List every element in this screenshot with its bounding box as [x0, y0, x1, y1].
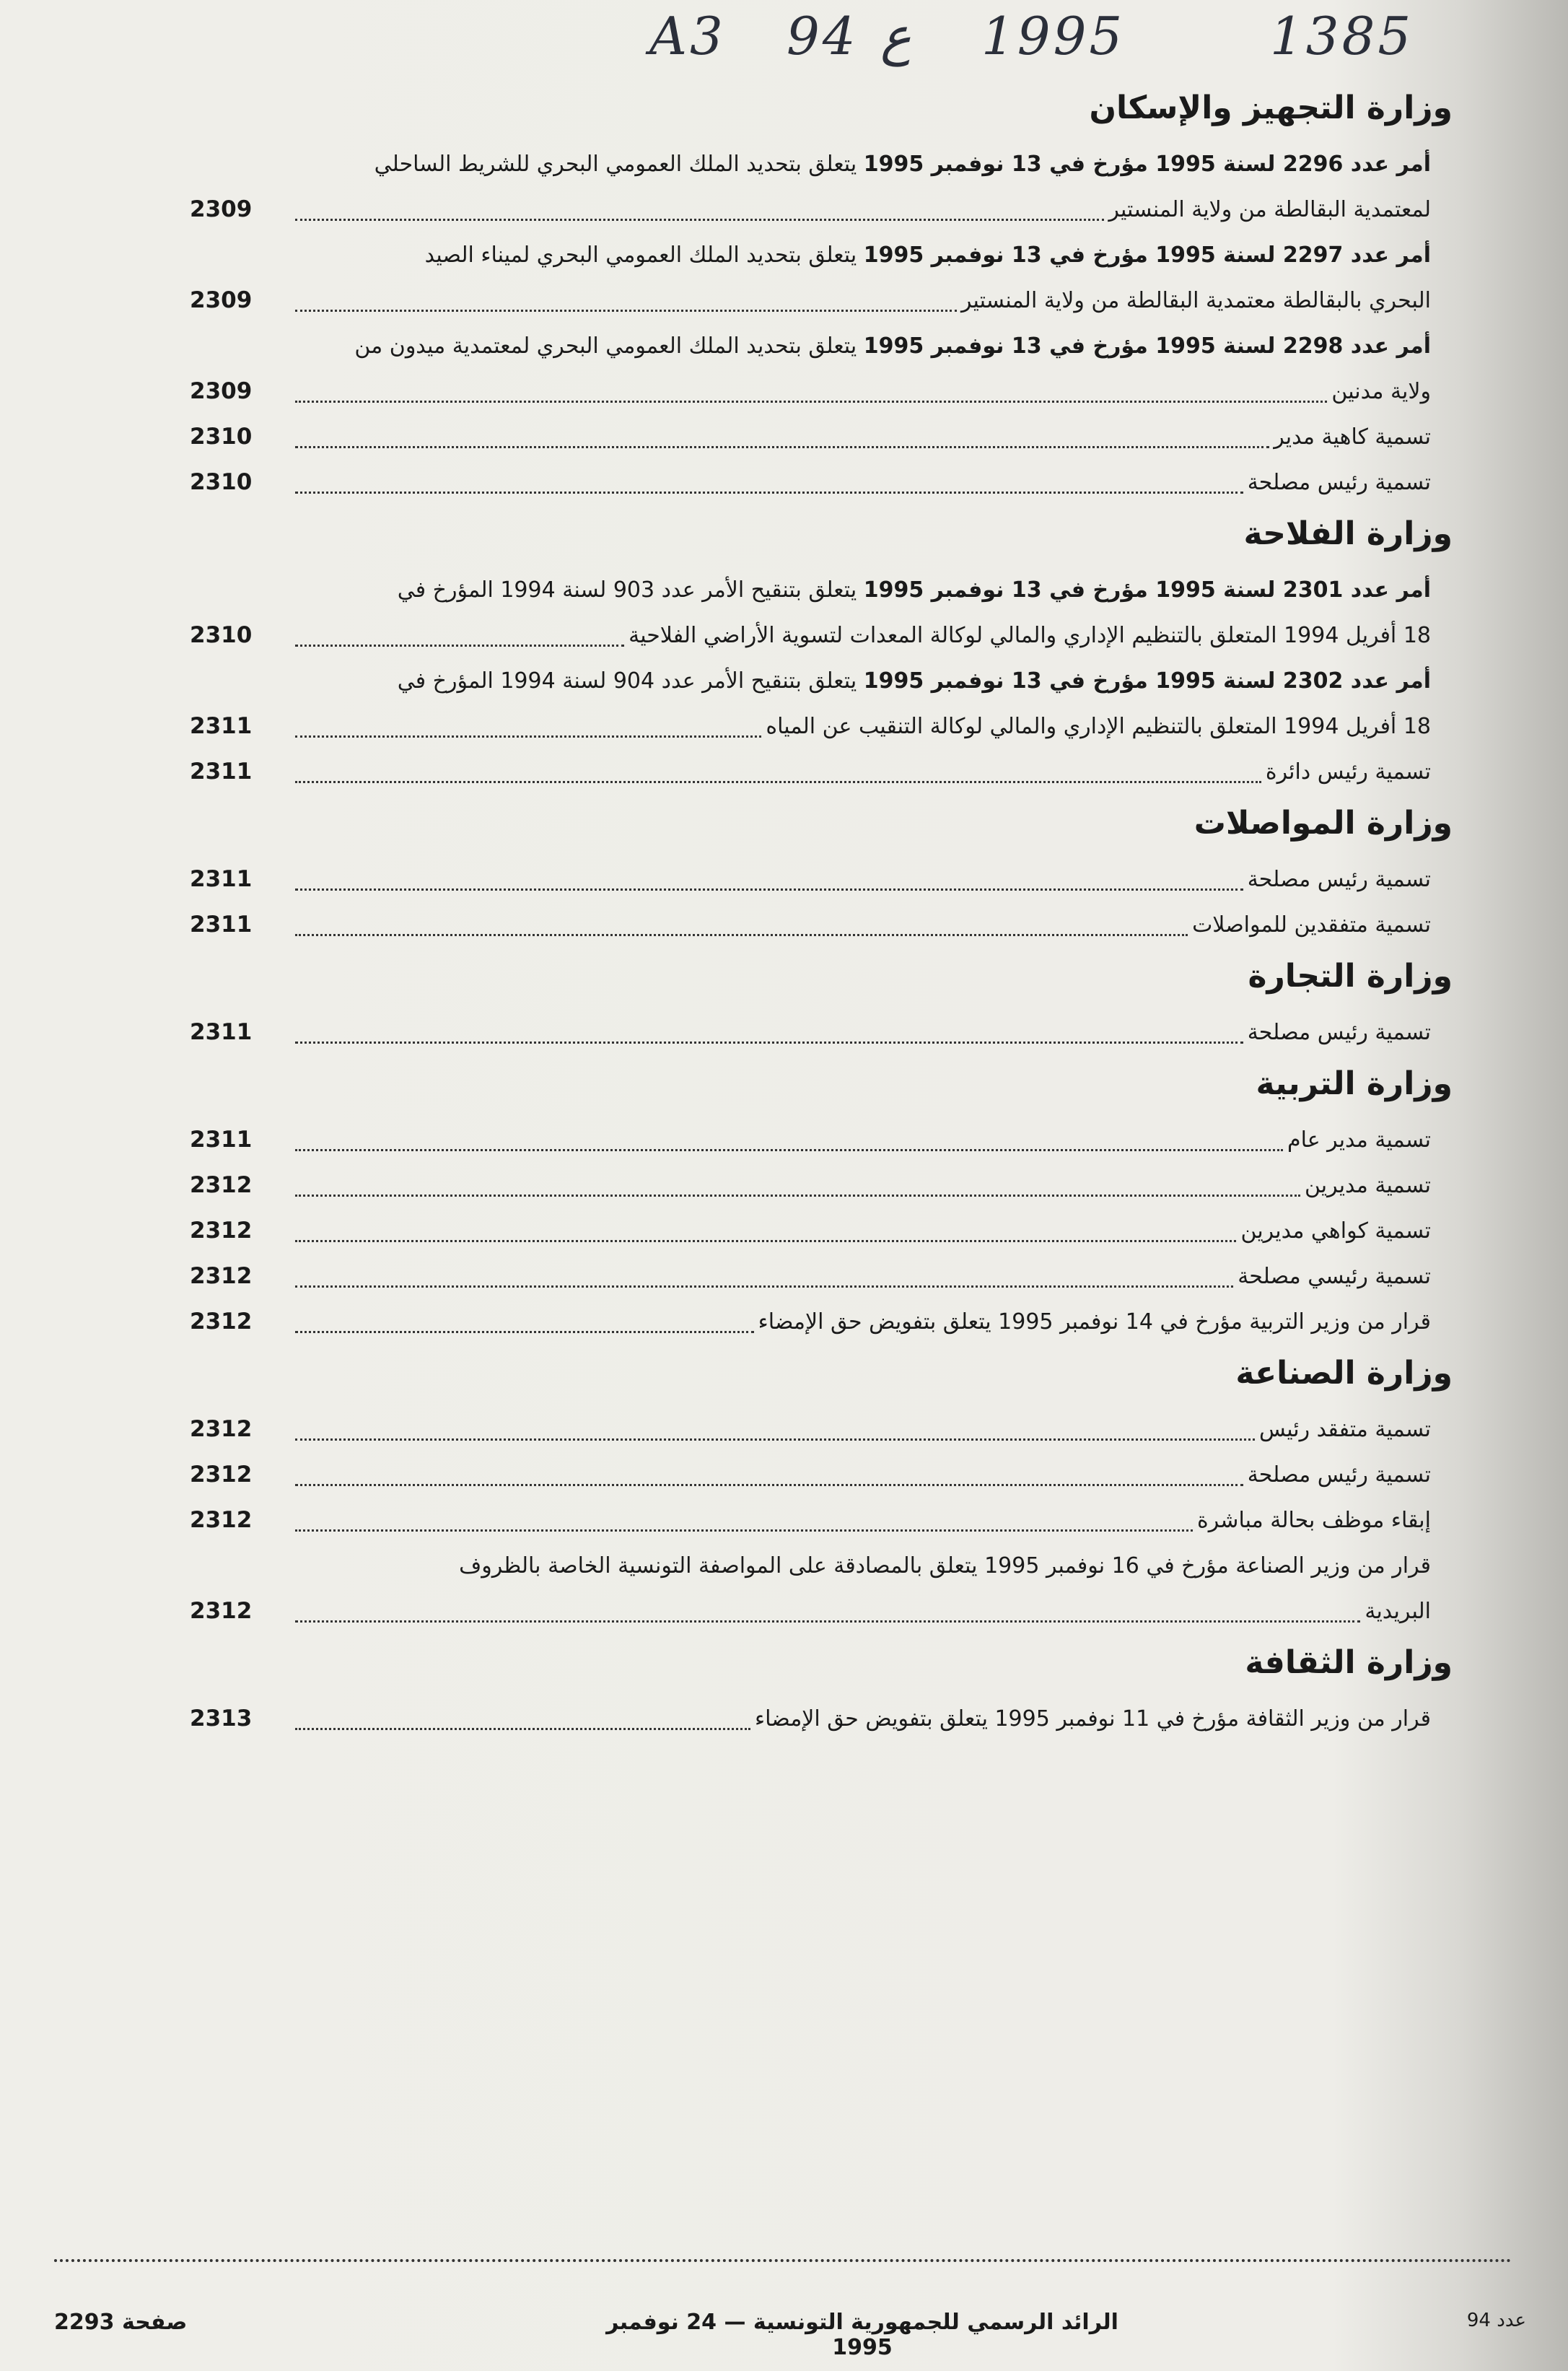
entry-title: تسمية كواهي مديرين: [1240, 1218, 1431, 1244]
handwritten-number: 1385: [1270, 6, 1414, 66]
dot-leader: [295, 934, 1188, 936]
dot-leader: [295, 781, 1261, 783]
table-of-contents: [190, 79, 1453, 1742]
page-reference: 2313: [190, 1706, 253, 1732]
issue-number: عدد 94: [1466, 2310, 1526, 2331]
dot-leader: [295, 310, 957, 312]
dot-leader: [295, 1529, 1193, 1532]
ministry-heading: وزارة الصناعة: [1235, 1355, 1453, 1392]
entry-title: تسمية رئيس مصلحة: [1247, 1462, 1431, 1488]
page-reference: 2311: [190, 759, 253, 785]
dot-leader: [295, 219, 1104, 221]
decree-reference: أمر عدد 2296 لسنة 1995 مؤرخ في 13 نوفمبر 1995: [863, 152, 1431, 177]
entry-title: تسمية كاهية مدير: [1274, 424, 1431, 450]
handwritten-code: A3: [649, 6, 726, 66]
entry-title: تسمية متفقد رئيس: [1258, 1417, 1431, 1442]
ministry-heading: وزارة المواصلات: [1193, 805, 1453, 842]
toc-entry: [190, 1010, 1431, 1055]
dot-leader: [295, 1195, 1300, 1197]
ministry-section: [190, 79, 1453, 505]
dot-leader: [295, 1240, 1236, 1242]
entry-continuation: البحري بالبقالطة معتمدية البقالطة من ولاية المنستير: [960, 288, 1431, 313]
dot-leader: [295, 1620, 1360, 1623]
toc-entry: [190, 567, 1431, 658]
page-reference: 2309: [190, 287, 253, 313]
toc-entry: [190, 902, 1431, 948]
page-reference: 2310: [190, 469, 253, 495]
toc-entry: [190, 1254, 1431, 1299]
entry-continuation: 18 أفريل 1994 المتعلق بالتنظيم الإداري والمالي لوكالة التنقيب عن المياه: [766, 714, 1431, 739]
entry-title: تسمية رئيس مصلحة: [1247, 867, 1431, 892]
entry-title: تسمية مدير عام: [1287, 1127, 1431, 1153]
dot-leader: [295, 1285, 1233, 1288]
decree-reference: أمر عدد 2297 لسنة 1995 مؤرخ في 13 نوفمبر 1995: [863, 243, 1431, 268]
ministry-section: [190, 948, 1453, 1055]
handwritten-issue: 94: [787, 6, 859, 66]
ministry-heading: وزارة التجارة: [1248, 958, 1453, 995]
decree-reference: أمر عدد 2298 لسنة 1995 مؤرخ في 13 نوفمبر 1995: [863, 333, 1431, 359]
ministry-section: [190, 1345, 1453, 1634]
ministry-section: [190, 505, 1453, 795]
toc-entry: [190, 414, 1431, 460]
dot-leader: [295, 1438, 1255, 1441]
entry-continuation: لمعتمدية البقالطة من ولاية المنستير: [1108, 197, 1431, 222]
dot-leader: [295, 446, 1269, 448]
toc-entry: [190, 857, 1431, 902]
page-reference: 2312: [190, 1416, 253, 1442]
page-reference: 2312: [190, 1172, 253, 1198]
dot-leader: [295, 401, 1327, 403]
ministry-section: [190, 795, 1453, 948]
entry-first-line: [291, 567, 1431, 613]
ministry-heading: وزارة التجهيز والإسكان: [1089, 89, 1453, 126]
page-reference: 2312: [190, 1218, 253, 1244]
toc-entry: [190, 1299, 1431, 1345]
entry-description: يتعلق بتنقيح الأمر عدد 903 لسنة 1994 المؤرخ في: [397, 577, 864, 603]
entry-title: قرار من وزير التربية مؤرخ في 14 نوفمبر 1995 يتعلق بتفويض حق الإمضاء: [758, 1309, 1431, 1335]
page-reference: 2312: [190, 1598, 253, 1624]
toc-entry: [190, 1407, 1431, 1452]
dot-leader: [295, 1042, 1243, 1044]
dot-leader: [295, 1484, 1243, 1486]
entry-title: تسمية مديرين: [1304, 1173, 1431, 1198]
ministry-heading: وزارة الثقافة: [1245, 1644, 1453, 1681]
page-reference: 2312: [190, 1263, 253, 1289]
entry-continuation: ولاية مدنين: [1331, 379, 1431, 404]
ministry-heading: وزارة الفلاحة: [1243, 515, 1453, 552]
dot-leader: [295, 1728, 750, 1730]
toc-entry: [190, 1543, 1431, 1634]
entry-continuation: البريدية: [1365, 1599, 1431, 1624]
entry-title: تسمية رئيسي مصلحة: [1238, 1264, 1431, 1289]
ministry-section: [190, 1634, 1453, 1742]
entry-first-line: [291, 658, 1431, 704]
dot-leader: [295, 735, 761, 738]
footer-divider: [54, 2259, 1512, 2266]
entry-description: يتعلق بتحديد الملك العمومي البحري لميناء الصيد: [424, 243, 864, 268]
dot-leader: [295, 888, 1243, 891]
toc-entry: [190, 1163, 1431, 1208]
page-reference: 2311: [190, 866, 253, 892]
page-reference: 2311: [190, 1019, 253, 1045]
toc-entry: [190, 232, 1431, 323]
entry-first-line: [291, 232, 1431, 278]
dot-leader: [295, 1331, 754, 1333]
page-reference: 2310: [190, 622, 253, 648]
handwritten-year: 1995: [981, 6, 1126, 66]
entry-continuation: 18 أفريل 1994 المتعلق بالتنظيم الإداري والمالي لوكالة المعدات لتسوية الأراضي الفلاحية: [628, 623, 1431, 648]
entry-first-line: [291, 1543, 1431, 1589]
dot-leader: [295, 645, 624, 647]
dot-leader: [295, 1149, 1283, 1151]
page-reference: 2311: [190, 713, 253, 739]
toc-entry: [190, 1452, 1431, 1498]
entry-title: إبقاء موظف بحالة مباشرة: [1197, 1508, 1431, 1533]
entry-description: يتعلق بتحديد الملك العمومي البحري لمعتمدية ميدون من: [354, 333, 864, 359]
page-reference: 2312: [190, 1309, 253, 1335]
page-footer: [54, 2310, 1526, 2360]
toc-entry: [190, 749, 1431, 795]
toc-entry: [190, 1498, 1431, 1543]
entry-description: يتعلق بتحديد الملك العمومي البحري للشريط الساحلي: [374, 152, 864, 177]
entry-first-line: [291, 141, 1431, 187]
page-reference: 2309: [190, 378, 253, 404]
entry-first-line: [291, 323, 1431, 369]
toc-entry: [190, 658, 1431, 749]
toc-entry: [190, 460, 1431, 505]
page-reference: 2312: [190, 1507, 253, 1533]
decree-reference: أمر عدد 2301 لسنة 1995 مؤرخ في 13 نوفمبر 1995: [863, 577, 1431, 603]
toc-entry: [190, 1117, 1431, 1163]
page-reference: 2309: [190, 196, 253, 222]
entry-description: قرار من وزير الصناعة مؤرخ في 16 نوفمبر 1995 يتعلق بالمصادقة على المواصفة التونسية الخاصة بالظروف: [459, 1553, 1431, 1579]
page-reference: 2310: [190, 424, 253, 450]
entry-description: يتعلق بتنقيح الأمر عدد 904 لسنة 1994 المؤرخ في: [397, 668, 864, 694]
decree-reference: أمر عدد 2302 لسنة 1995 مؤرخ في 13 نوفمبر 1995: [863, 668, 1431, 694]
page-reference: 2312: [190, 1462, 253, 1488]
dot-leader: [295, 492, 1243, 494]
ministry-heading: وزارة التربية: [1256, 1065, 1453, 1102]
toc-entry: [190, 1208, 1431, 1254]
page-reference: 2311: [190, 912, 253, 938]
entry-title: تسمية رئيس مصلحة: [1247, 1020, 1431, 1045]
journal-title: الرائد الرسمي للجمهورية التونسية — 24 نوفمبر 1995: [606, 2310, 1118, 2360]
entry-title: تسمية رئيس مصلحة: [1247, 470, 1431, 495]
toc-entry: [190, 1696, 1431, 1742]
entry-title: تسمية متفقدين للمواصلات: [1192, 912, 1431, 938]
page-reference: 2311: [190, 1127, 253, 1153]
ministry-section: [190, 1055, 1453, 1345]
toc-entry: [190, 323, 1431, 414]
handwritten-letter: ع: [880, 6, 911, 66]
toc-entry: [190, 141, 1431, 232]
page-number: صفحة 2293: [54, 2310, 188, 2335]
entry-title: تسمية رئيس دائرة: [1265, 759, 1431, 785]
entry-title: قرار من وزير الثقافة مؤرخ في 11 نوفمبر 1995 يتعلق بتفويض حق الإمضاء: [754, 1706, 1431, 1732]
